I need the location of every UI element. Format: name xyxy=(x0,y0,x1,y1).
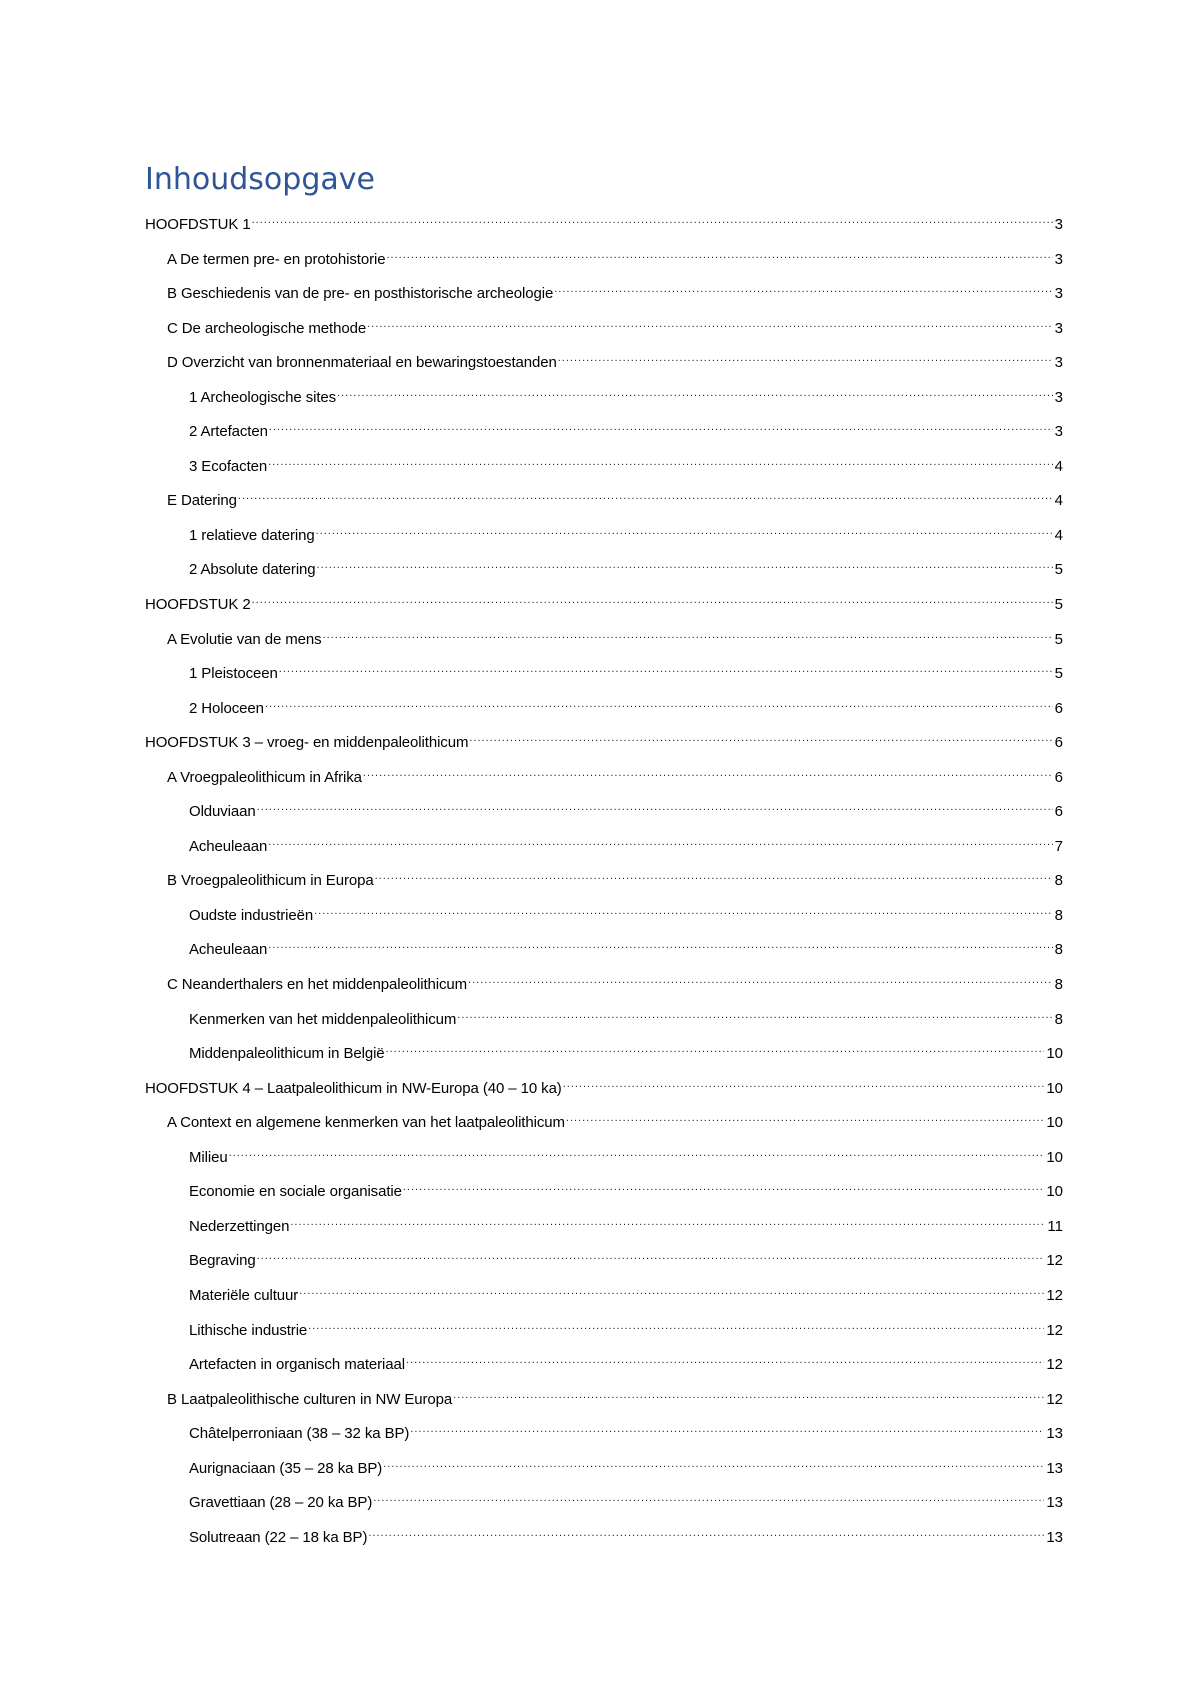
toc-entry-label: A Vroegpaleolithicum in Afrika xyxy=(167,768,362,786)
toc-entry[interactable] xyxy=(145,552,1063,587)
toc-page-number: 8 xyxy=(1054,941,1063,959)
dot-leader xyxy=(252,207,1053,229)
dot-leader xyxy=(337,380,1053,402)
document-page xyxy=(145,160,1063,1554)
toc-entry-label: Milieu xyxy=(189,1148,228,1166)
toc-entry-label: Acheuleaan xyxy=(189,941,268,959)
dot-leader xyxy=(406,1347,1044,1369)
toc-entry-label: 1 relatieve datering xyxy=(189,526,315,544)
toc-page-number: 6 xyxy=(1054,768,1063,786)
dot-leader xyxy=(229,1140,1045,1162)
toc-entry[interactable] xyxy=(145,1002,1063,1037)
toc-page-number: 10 xyxy=(1046,1045,1063,1063)
toc-entry-label: 3 Ecofacten xyxy=(189,457,268,475)
dot-leader xyxy=(265,691,1053,713)
toc-page-number: 6 xyxy=(1054,699,1063,717)
toc-page-number: 3 xyxy=(1054,319,1063,337)
toc-page-number: 13 xyxy=(1046,1494,1063,1512)
toc-page-number: 12 xyxy=(1046,1252,1063,1270)
toc-entry-label: Acheuleaan xyxy=(189,837,268,855)
toc-entry[interactable] xyxy=(145,1105,1063,1140)
toc-entry[interactable] xyxy=(145,829,1063,864)
toc-entry-label: Begraving xyxy=(189,1252,256,1270)
toc-entry-label: HOOFDSTUK 3 – vroeg- en middenpaleolithicum xyxy=(145,734,469,752)
toc-entry-label: Lithische industrie xyxy=(189,1321,308,1339)
toc-page-number: 8 xyxy=(1054,872,1063,890)
toc-entry-label: E Datering xyxy=(167,492,237,510)
toc-page-number: 8 xyxy=(1054,906,1063,924)
toc-entry-label: Economie en sociale organisatie xyxy=(189,1183,402,1201)
toc-page-number: 5 xyxy=(1054,665,1063,683)
toc-entry[interactable] xyxy=(145,1278,1063,1313)
toc-entry[interactable] xyxy=(145,1036,1063,1071)
toc-entry-label: 2 Holoceen xyxy=(189,699,264,717)
toc-entry[interactable] xyxy=(145,1416,1063,1451)
toc-entry[interactable] xyxy=(145,345,1063,380)
toc-entry-label: B Vroegpaleolithicum in Europa xyxy=(167,872,374,890)
toc-page-number: 12 xyxy=(1046,1356,1063,1374)
toc-page-number: 5 xyxy=(1054,561,1063,579)
toc-page-number: 11 xyxy=(1047,1217,1063,1235)
toc-entry[interactable] xyxy=(145,1174,1063,1209)
dot-leader xyxy=(290,1209,1045,1231)
dot-leader xyxy=(323,622,1053,644)
toc-entry[interactable] xyxy=(145,725,1063,760)
toc-entry-label: B Laatpaleolithische culturen in NW Europa xyxy=(167,1390,453,1408)
toc-entry-label: HOOFDSTUK 2 xyxy=(145,596,251,614)
toc-entry[interactable] xyxy=(145,1209,1063,1244)
toc-entry[interactable] xyxy=(145,691,1063,726)
toc-entry[interactable] xyxy=(145,794,1063,829)
toc-page-number: 8 xyxy=(1054,976,1063,994)
dot-leader xyxy=(257,1243,1045,1265)
toc-entry-label: Materiële cultuur xyxy=(189,1286,299,1304)
dot-leader xyxy=(383,1451,1044,1473)
toc-list xyxy=(145,207,1063,1554)
toc-page-number: 6 xyxy=(1054,734,1063,752)
toc-entry[interactable] xyxy=(145,656,1063,691)
dot-leader xyxy=(373,1485,1044,1507)
dot-leader xyxy=(563,1071,1045,1093)
toc-entry-label: Châtelperroniaan (38 – 32 ka BP) xyxy=(189,1425,410,1443)
toc-entry-label: D Overzicht van bronnenmateriaal en bewaringstoestanden xyxy=(167,354,557,372)
toc-entry-label: Olduviaan xyxy=(189,803,256,821)
dot-leader xyxy=(299,1278,1044,1300)
toc-entry[interactable] xyxy=(145,311,1063,346)
toc-entry[interactable] xyxy=(145,1382,1063,1417)
dot-leader xyxy=(367,311,1053,333)
toc-page-number: 13 xyxy=(1046,1528,1063,1546)
toc-entry[interactable] xyxy=(145,242,1063,277)
toc-page-number: 3 xyxy=(1054,216,1063,233)
dot-leader xyxy=(457,1002,1052,1024)
toc-page-number: 13 xyxy=(1046,1425,1063,1443)
toc-entry-label: Nederzettingen xyxy=(189,1217,290,1235)
toc-entry-label: Artefacten in organisch materiaal xyxy=(189,1356,405,1374)
dot-leader xyxy=(269,414,1053,436)
toc-entry-label: HOOFDSTUK 4 – Laatpaleolithicum in NW-Europa (40 – 10 ka) xyxy=(145,1079,562,1097)
dot-leader xyxy=(469,725,1052,747)
toc-entry[interactable] xyxy=(145,1243,1063,1278)
dot-leader xyxy=(386,1036,1045,1058)
dot-leader xyxy=(268,932,1052,954)
toc-entry-label: A Context en algemene kenmerken van het laatpaleolithicum xyxy=(167,1114,565,1132)
toc-entry-label: A De termen pre- en protohistorie xyxy=(167,250,386,268)
dot-leader xyxy=(554,276,1052,298)
toc-page-number: 3 xyxy=(1054,388,1063,406)
dot-leader xyxy=(410,1416,1044,1438)
dot-leader xyxy=(317,552,1053,574)
toc-entry-label: 2 Artefacten xyxy=(189,423,268,441)
toc-entry-label: HOOFDSTUK 1 xyxy=(145,216,251,233)
dot-leader xyxy=(363,760,1053,782)
toc-entry-label: Kenmerken van het middenpaleolithicum xyxy=(189,1010,457,1028)
toc-entry[interactable] xyxy=(145,1313,1063,1348)
toc-page-number: 12 xyxy=(1046,1286,1063,1304)
toc-entry[interactable] xyxy=(145,449,1063,484)
toc-page-number: 10 xyxy=(1046,1183,1063,1201)
toc-page-number: 4 xyxy=(1054,457,1063,475)
toc-page-number: 7 xyxy=(1054,837,1063,855)
toc-entry-label: Gravettiaan (28 – 20 ka BP) xyxy=(189,1494,373,1512)
toc-page-number: 3 xyxy=(1054,250,1063,268)
toc-entry[interactable] xyxy=(145,518,1063,553)
dot-leader xyxy=(308,1313,1044,1335)
toc-page-number: 12 xyxy=(1046,1321,1063,1339)
toc-page-number: 10 xyxy=(1046,1114,1063,1132)
dot-leader xyxy=(386,242,1052,264)
toc-entry[interactable] xyxy=(145,1140,1063,1175)
toc-page-number: 4 xyxy=(1054,526,1063,544)
toc-entry-label: Middenpaleolithicum in België xyxy=(189,1045,385,1063)
dot-leader xyxy=(279,656,1053,678)
toc-entry[interactable] xyxy=(145,587,1063,622)
toc-entry[interactable] xyxy=(145,898,1063,933)
dot-leader xyxy=(468,967,1053,989)
toc-entry[interactable] xyxy=(145,863,1063,898)
toc-entry-label: C De archeologische methode xyxy=(167,319,367,337)
dot-leader xyxy=(252,587,1053,609)
dot-leader xyxy=(316,518,1053,540)
toc-entry-label: B Geschiedenis van de pre- en posthistorische archeologie xyxy=(167,285,554,303)
toc-page-number: 4 xyxy=(1054,492,1063,510)
dot-leader xyxy=(268,449,1053,471)
toc-entry[interactable] xyxy=(145,1347,1063,1382)
toc-entry[interactable] xyxy=(145,932,1063,967)
toc-entry[interactable] xyxy=(145,380,1063,415)
toc-page-number: 3 xyxy=(1054,354,1063,372)
toc-entry[interactable] xyxy=(145,760,1063,795)
toc-entry[interactable] xyxy=(145,414,1063,449)
dot-leader xyxy=(257,794,1053,816)
dot-leader xyxy=(368,1520,1044,1542)
dot-leader xyxy=(268,829,1052,851)
toc-entry-label: 1 Pleistoceen xyxy=(189,665,278,683)
dot-leader xyxy=(403,1174,1044,1196)
dot-leader xyxy=(314,898,1053,920)
toc-page-number: 5 xyxy=(1054,630,1063,648)
toc-entry-label: Solutreaan (22 – 18 ka BP) xyxy=(189,1528,368,1546)
toc-entry[interactable] xyxy=(145,1485,1063,1520)
toc-page-number: 3 xyxy=(1054,423,1063,441)
toc-entry[interactable] xyxy=(145,1451,1063,1486)
toc-entry-label: A Evolutie van de mens xyxy=(167,630,322,648)
toc-page-number: 5 xyxy=(1054,596,1063,614)
toc-entry[interactable] xyxy=(145,1071,1063,1106)
toc-entry-label: Aurignaciaan (35 – 28 ka BP) xyxy=(189,1459,383,1477)
toc-page-number: 8 xyxy=(1054,1010,1063,1028)
dot-leader xyxy=(375,863,1053,885)
toc-entry-label: Oudste industrieën xyxy=(189,906,314,924)
dot-leader xyxy=(566,1105,1044,1127)
toc-entry-label: 1 Archeologische sites xyxy=(189,388,337,406)
toc-entry[interactable] xyxy=(145,207,1063,242)
dot-leader xyxy=(238,483,1053,505)
toc-title: Inhoudsopgave xyxy=(145,162,375,197)
dot-leader xyxy=(558,345,1053,367)
toc-page-number: 13 xyxy=(1046,1459,1063,1477)
toc-page-number: 6 xyxy=(1054,803,1063,821)
toc-entry[interactable] xyxy=(145,276,1063,311)
toc-entry[interactable] xyxy=(145,622,1063,657)
toc-page-number: 12 xyxy=(1046,1390,1063,1408)
toc-entry[interactable] xyxy=(145,1520,1063,1555)
toc-entry-label: 2 Absolute datering xyxy=(189,561,316,579)
toc-entry[interactable] xyxy=(145,483,1063,518)
toc-entry-label: C Neanderthalers en het middenpaleolithicum xyxy=(167,976,468,994)
dot-leader xyxy=(453,1382,1044,1404)
toc-entry[interactable] xyxy=(145,967,1063,1002)
toc-page-number: 3 xyxy=(1054,285,1063,303)
toc-page-number: 10 xyxy=(1046,1148,1063,1166)
toc-page-number: 10 xyxy=(1046,1079,1063,1097)
